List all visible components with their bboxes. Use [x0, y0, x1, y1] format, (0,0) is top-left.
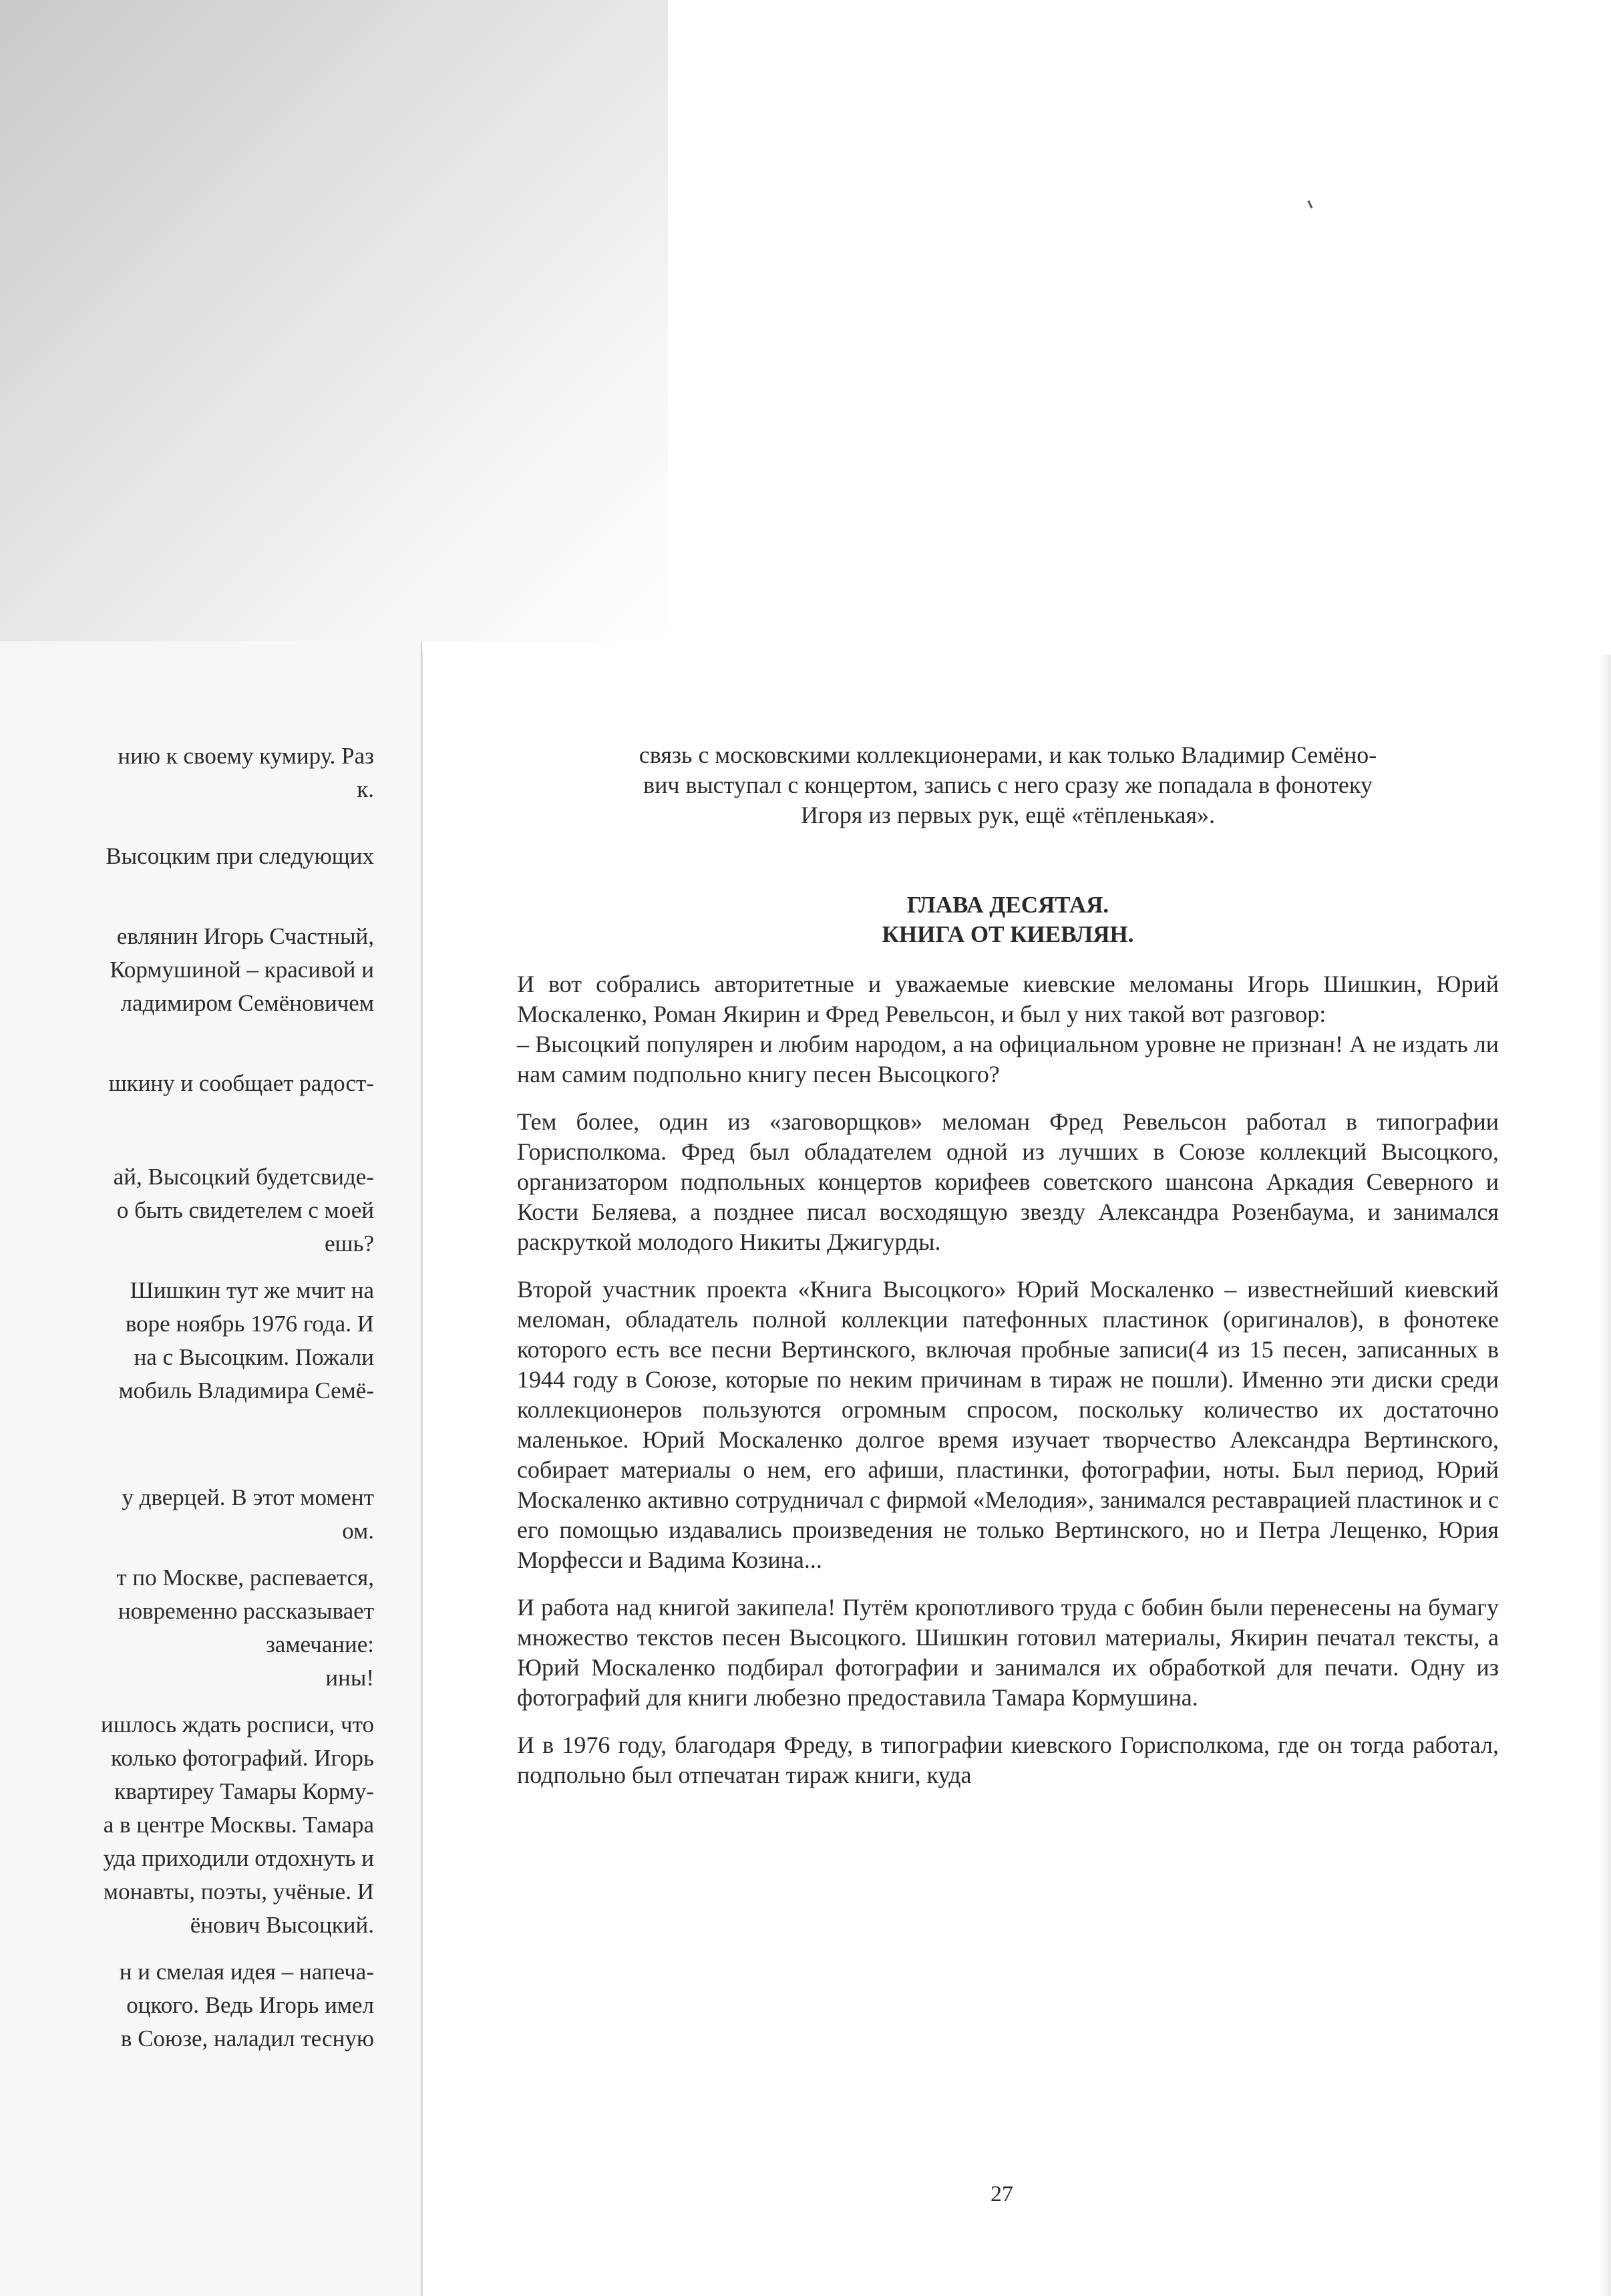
left-page-line: уда приходили отдохнуть и	[103, 1845, 374, 1871]
left-page-line: воре ноябрь 1976 года. И	[125, 1311, 374, 1337]
left-page-line: Кормушиной – красивой и	[110, 957, 374, 983]
left-page-line: ешь?	[325, 1231, 374, 1257]
left-page-line: н и смелая идея – напеча-	[119, 1959, 374, 1985]
scan-shadow	[0, 0, 668, 641]
left-page-line: мобиль Владимира Семё-	[118, 1377, 374, 1404]
left-page-line: монавты, поэты, учёные. И	[103, 1878, 374, 1905]
left-page-line: в Союзе, наладил тесную	[120, 2025, 374, 2052]
intro-paragraph: связь с московскими коллекционерами, и как только Владимир Семёно- вич выступал с концертом, запись с него сразу же попадала в фонотеку Игоря из первых рук, ещё «тёпленькая».	[639, 742, 1377, 828]
left-page-line: Высоцким при следующих	[106, 843, 374, 869]
paragraph-3: Второй участник проекта «Книга Высоцкого» Юрий Москаленко – известнейший киевский меломан, обладатель полной коллекции патефонных пластинок (оригиналов), в фонотеке которого есть все песни Вертинского, включая пробные записи(4 из 15 песен, записанных в 1944 году в Союзе, которые по неким причинам в тираж не пошли). Именно эти диски среди коллекционеров пользуются огромным спросом, поскольку количество их достаточно маленькое. Юрий Москаленко долгое время изучает творчество Александра Вертинского, собирает материалы о нем, его афиши, пластинки, фотографии, ноты. Был период, Юрий Москаленко активно сотрудничал с фирмой «Мелодия», занимался реставрацией пластинок и с его помощью издавались произведения не только Вертинского, но и Петра Лещенко, Юрия Морфесси и Вадима Козина...	[517, 1276, 1499, 1573]
left-page-line: а в центре Москвы. Тамара	[103, 1812, 374, 1838]
left-page-line: о быть свидетелем с моей	[116, 1197, 374, 1223]
right-page-text	[517, 740, 1499, 1808]
chapter-title-line-1: ГЛАВА ДЕСЯТАЯ.	[906, 892, 1109, 918]
left-page-line: у дверцей. В этот момент	[122, 1484, 374, 1510]
chapter-title	[517, 890, 1499, 949]
left-page-line: колько фотографий. Игорь	[111, 1745, 374, 1771]
page-edge	[1599, 655, 1611, 2296]
left-page-line: т по Москве, распевается,	[116, 1565, 374, 1591]
left-page-line: Шишкин тут же мчит на	[130, 1277, 374, 1303]
left-page-line: новременно рассказывает	[118, 1598, 374, 1624]
left-page-line: ай, Высоцкий будетсвиде-	[113, 1164, 374, 1190]
left-page	[0, 641, 422, 2296]
paragraph-1: И вот собрались авторитетные и уважаемые киевские меломаны Игорь Шишкин, Юрий Москаленко, Роман Якирин и Фред Ревельсон, и был у них такой вот разговор: – Высоцкий популярен и любим народом, а на официальном уровне не признан! А не издать ли нам самим подпольно книгу песен Высоцкого?	[517, 971, 1499, 1088]
left-page-line: шкину и сообщает радост-	[108, 1070, 374, 1096]
paragraph-4: И работа над книгой закипела! Путём кропотливого труда с бобин были перенесены на бумагу множество текстов песен Высоцкого. Шишкин готовил материалы, Якирин печатал тексты, а Юрий Москаленко подбирал фотографии и занимался их обработкой для печати. Одну из фотографий для книги любезно предоставила Тамара Кормушина.	[517, 1594, 1499, 1711]
page-number: 27	[991, 2182, 1013, 2206]
left-page-line: евлянин Игорь Счастный,	[116, 923, 374, 949]
left-page-line: ом.	[342, 1518, 374, 1544]
left-page-line: оцкого. Ведь Игорь имел	[126, 1992, 374, 2018]
left-page-line: ёнович Высоцкий.	[190, 1912, 374, 1938]
left-page-line: к.	[357, 776, 374, 802]
paragraph-2: Тем более, один из «заговорщков» меломан Фред Ревельсон работал в типографии Горисполкома. Фред был обладателем одной из лучших в Союзе коллекций Высоцкого, организатором подпольных концертов корифеев советского шансона Аркадия Северного и Кости Беляева, а позднее писал восходящую звезду Александра Розенбаума, и занимался раскруткой молодого Никиты Джигурды.	[517, 1108, 1499, 1255]
left-page-line: ладимиром Семёновичем	[120, 990, 374, 1016]
left-page-line: квартиреу Тамары Корму-	[114, 1778, 374, 1804]
left-page-line: на с Высоцким. Пожали	[134, 1344, 374, 1370]
left-page-line: замечание:	[265, 1631, 374, 1657]
left-page-line: ишлось ждать росписи, что	[101, 1711, 374, 1738]
chapter-title-line-2: КНИГА ОТ КИЕВЛЯН.	[882, 921, 1134, 947]
left-page-line: ины!	[325, 1665, 374, 1691]
left-page-line: нию к своему кумиру. Раз	[118, 743, 374, 769]
scan-speck	[1308, 200, 1313, 208]
paragraph-5: И в 1976 году, благодаря Фреду, в типографии киевского Горисполкома, где он тогда работал, подпольно был отпечатан тираж книги, куда	[517, 1732, 1499, 1788]
